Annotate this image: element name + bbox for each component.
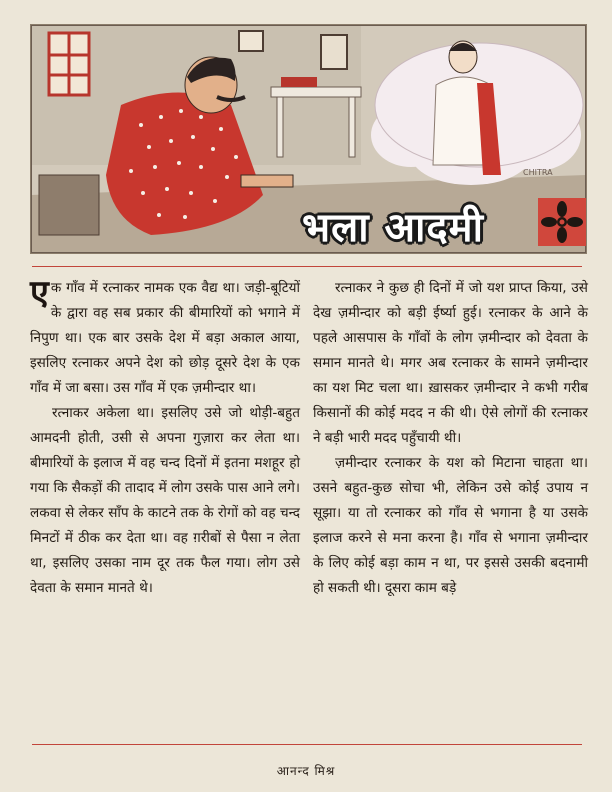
paragraph: रत्नाकर ने कुछ ही दिनों में जो यश प्राप्त किया, उसे देख ज़मीन्दार को बड़ी ईर्ष्या हुई। रत्नाकर के आने के पहले आसपास के गाँवों के लोग ज़मीन्दार को देवता के समान मानते थे। मगर अब रत्नाकर के सामने ज़मीन्दार का यश मिट चला था। ख़ासकर ज़मीन्दार ने कभी गरीब किसानों की कोई मदद न की थी। ऐसे लोगों की रत्नाकर ने बड़ी भारी मदद पहुँचायी थी। [313,280,588,446]
right-column [313,276,588,601]
window [49,33,89,95]
author-credit: आनन्द मिश्र [276,764,336,778]
decorative-flower-emblem [538,198,586,246]
top-rule [32,266,582,267]
artist-signature: CHITRA [523,168,553,177]
wall-picture [239,31,263,51]
drop-cap: ए [30,273,49,313]
story-title: भला आदमी [302,205,484,251]
paragraph-text: क गाँव में रत्नाकर नामक एक वैद्य था। जड़ी-बूटियों के द्वारा वह सब प्रकार की बीमारियों को भगाने में निपुण था। एक बार उसके देश में बड़ा अकाल आया, इसलिए रत्नाकर अपने देश को छोड़ दूसरे देश के एक गाँव में जा बसा। उस गाँव में एक ज़मीन्दार था। [30,280,300,396]
bottom-rule [32,744,582,745]
paragraph: ज़मीन्दार रत्नाकर के यश को मिटाना चाहता था। उसने बहुत-कुछ सोचा भी, लेकिन उसे कोई उपाय न सूझा। या तो रत्नाकर को गाँव से भगाना है या उसके इलाज करने से मना करना है। गाँव से भगाना ज़मीन्दार के लिए कोई बड़ा काम न था, पर इससे उसकी बदनामी हो सकती थी। दूसरा काम बड़े [313,455,588,596]
left-column [30,273,300,601]
paragraph: रत्नाकर अकेला था। इसलिए उसे जो थोड़ी-बहुत आमदनी होती, उसी से अपना गुज़ारा कर लेता था। बीमारियों के इलाज में वह चन्द दिनों में इतना मशहूर हो गया कि सैकड़ों की तादाद में लोग उसके पास आने लगे। लकवा से लेकर साँप के काटने तक के रोगों को वह चन्द मिनटों में ठीक कर देता था। वह ग़रीबों से पैसा न लेता था, इसलिए उसका नाम दूर तक फैल गया। लोग उसे देवता के समान मानते थे। [30,405,300,596]
paragraph [30,273,300,401]
